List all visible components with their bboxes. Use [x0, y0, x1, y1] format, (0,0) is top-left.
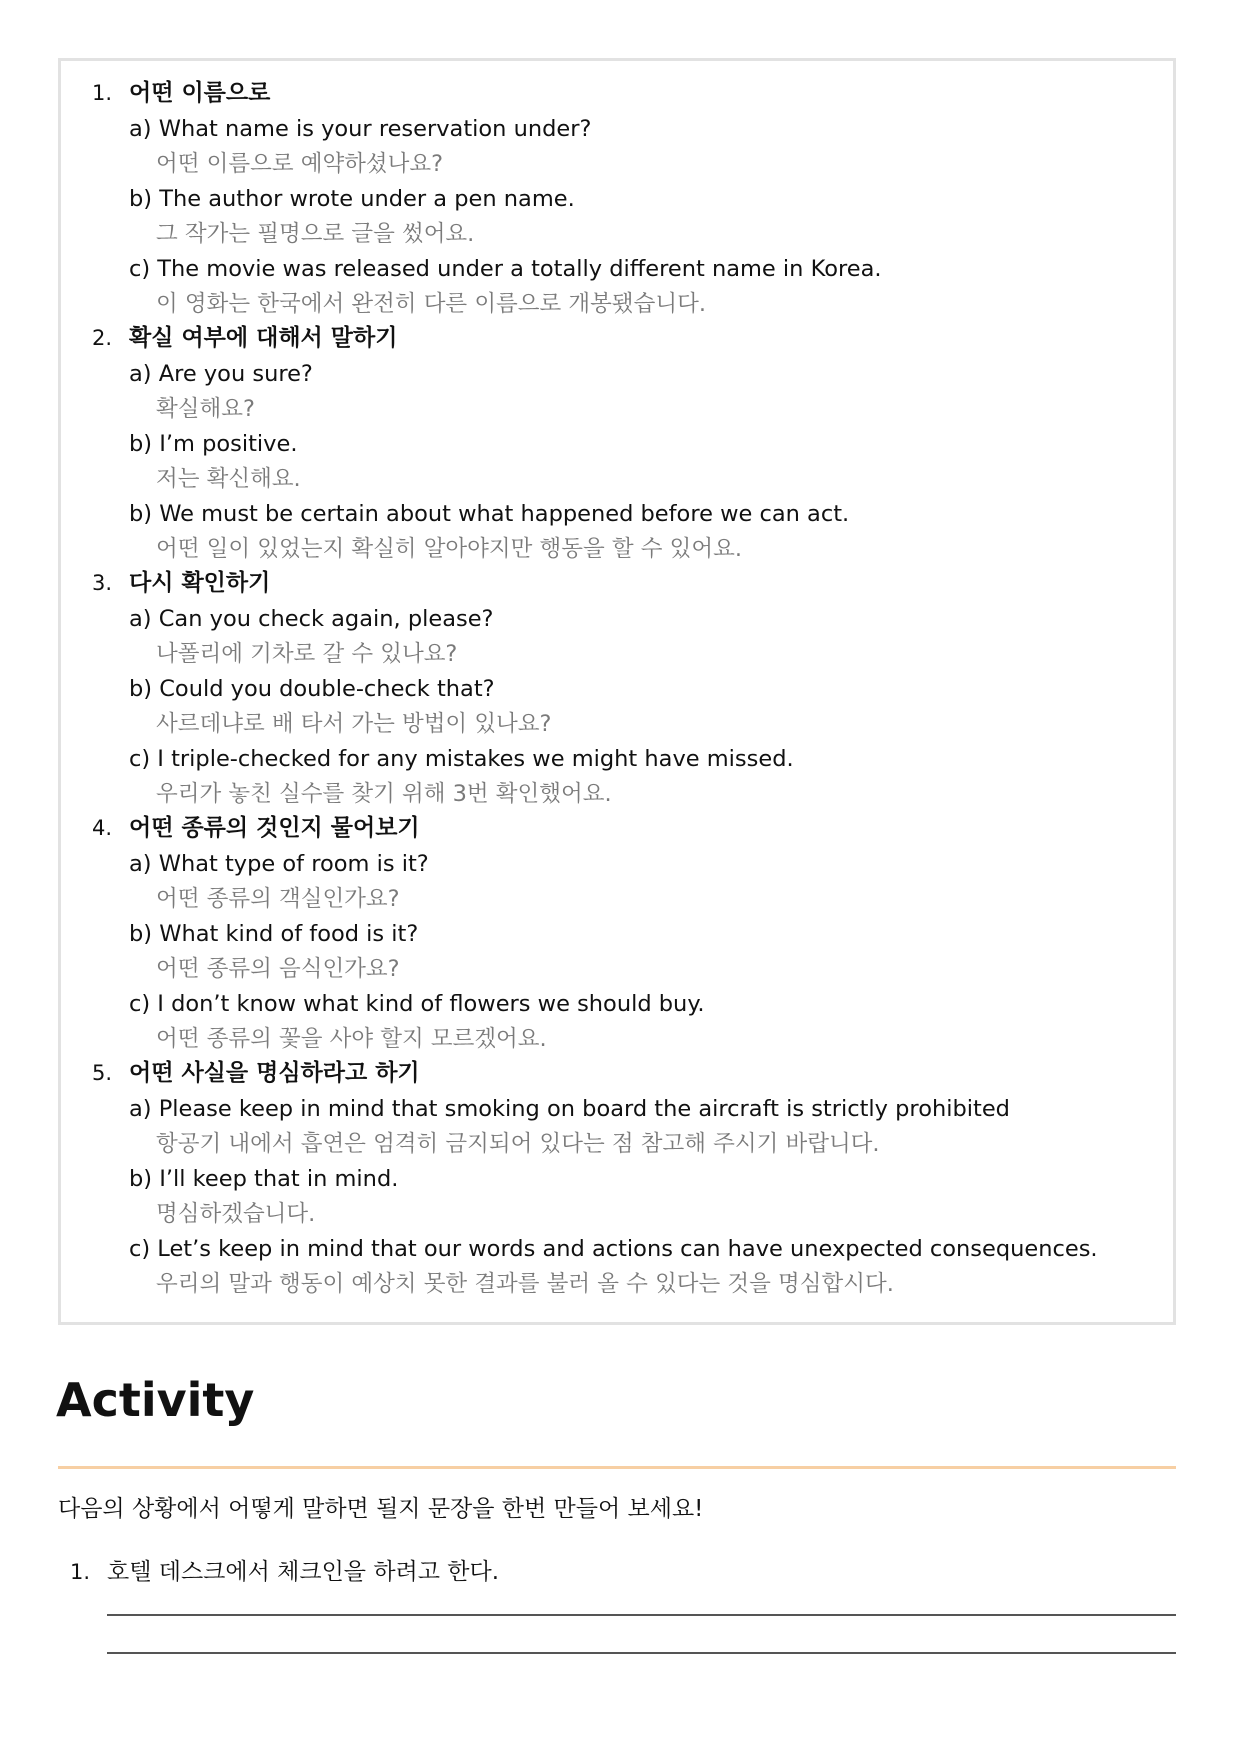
example-english: a) Please keep in mind that smoking on board the aircraft is strictly prohibited [129, 1096, 1010, 1122]
example-korean: 저는 확신해요. [156, 466, 301, 492]
section-title: 어떤 종류의 것인지 물어보기 [129, 815, 420, 841]
example-english: a) Are you sure? [129, 361, 313, 387]
example-korean: 어떤 종류의 꽃을 사야 할지 모르겠어요. [156, 1026, 547, 1052]
example-korean: 그 작가는 필명으로 글을 썼어요. [156, 221, 475, 247]
activity-heading: Activity [56, 1373, 255, 1427]
activity-instruction: 다음의 상황에서 어떻게 말하면 될지 문장을 한번 만들어 보세요! [58, 1496, 704, 1522]
example [129, 1231, 1152, 1301]
example-korean: 항공기 내에서 흡연은 엄격히 금지되어 있다는 점 참고해 주시기 바랍니다. [156, 1131, 880, 1157]
section-title: 다시 확인하기 [129, 570, 271, 596]
section-number: 3. [92, 571, 113, 595]
example-korean: 어떤 이름으로 예약하셨나요? [156, 151, 444, 177]
example-english: c) The movie was released under a totally different name in Korea. [129, 256, 882, 282]
example [129, 846, 1152, 916]
example [129, 251, 1152, 321]
example [129, 496, 1152, 566]
section-heading [92, 321, 1152, 356]
section [92, 1056, 1152, 1301]
example-english: c) I don’t know what kind of flowers we should buy. [129, 991, 705, 1017]
activity-task [70, 1555, 499, 1589]
example-korean: 명심하겠습니다. [156, 1201, 316, 1227]
task-text: 호텔 데스크에서 체크인을 하려고 한다. [107, 1559, 500, 1585]
example [129, 741, 1152, 811]
section-heading [92, 811, 1152, 846]
example-korean: 우리가 놓친 실수를 찾기 위해 3번 확인했어요. [156, 781, 612, 807]
example-korean: 어떤 종류의 객실인가요? [156, 886, 400, 912]
answer-line[interactable] [107, 1652, 1176, 1654]
example-english: b) Could you double-check that? [129, 676, 495, 702]
section-number: 2. [92, 326, 113, 350]
example-english: c) I triple-checked for any mistakes we might have missed. [129, 746, 794, 772]
example-english: a) What type of room is it? [129, 851, 429, 877]
example [129, 916, 1152, 986]
section-heading [92, 1056, 1152, 1091]
answer-line[interactable] [107, 1614, 1176, 1616]
example-korean: 나폴리에 기차로 갈 수 있나요? [156, 641, 458, 667]
example [129, 601, 1152, 671]
example-korean: 우리의 말과 행동이 예상치 못한 결과를 불러 올 수 있다는 것을 명심합시다. [156, 1271, 894, 1297]
example-english: a) What name is your reservation under? [129, 116, 592, 142]
section-number: 4. [92, 816, 113, 840]
example [129, 1161, 1152, 1231]
example-english: c) Let’s keep in mind that our words and actions can have unexpected consequences. [129, 1236, 1098, 1262]
example-english: b) The author wrote under a pen name. [129, 186, 575, 212]
example-english: b) We must be certain about what happened before we can act. [129, 501, 850, 527]
section-title: 어떤 사실을 명심하라고 하기 [129, 1060, 420, 1086]
example-korean: 어떤 일이 있었는지 확실히 알아야지만 행동을 할 수 있어요. [156, 536, 743, 562]
example-korean: 어떤 종류의 음식인가요? [156, 956, 400, 982]
example-english: b) I’m positive. [129, 431, 298, 457]
section [92, 321, 1152, 566]
section-number: 5. [92, 1061, 113, 1085]
example [129, 671, 1152, 741]
section-title: 어떤 이름으로 [129, 80, 271, 106]
example-english: b) I’ll keep that in mind. [129, 1166, 399, 1192]
section-title: 확실 여부에 대해서 말하기 [129, 325, 398, 351]
example [129, 986, 1152, 1056]
section [92, 811, 1152, 1056]
example [129, 111, 1152, 181]
example [129, 356, 1152, 426]
example-korean: 사르데냐로 배 타서 가는 방법이 있나요? [156, 711, 552, 737]
example-english: b) What kind of food is it? [129, 921, 419, 947]
section-heading [92, 76, 1152, 111]
example [129, 1091, 1152, 1161]
section-number: 1. [92, 81, 113, 105]
section-divider [58, 1466, 1176, 1469]
expressions-list [92, 76, 1152, 1301]
example-english: a) Can you check again, please? [129, 606, 494, 632]
section [92, 566, 1152, 811]
section-heading [92, 566, 1152, 601]
section [92, 76, 1152, 321]
example [129, 426, 1152, 496]
task-number: 1. [70, 1560, 91, 1584]
example-korean: 이 영화는 한국에서 완전히 다른 이름으로 개봉됐습니다. [156, 291, 706, 317]
example [129, 181, 1152, 251]
example-korean: 확실해요? [156, 396, 255, 422]
